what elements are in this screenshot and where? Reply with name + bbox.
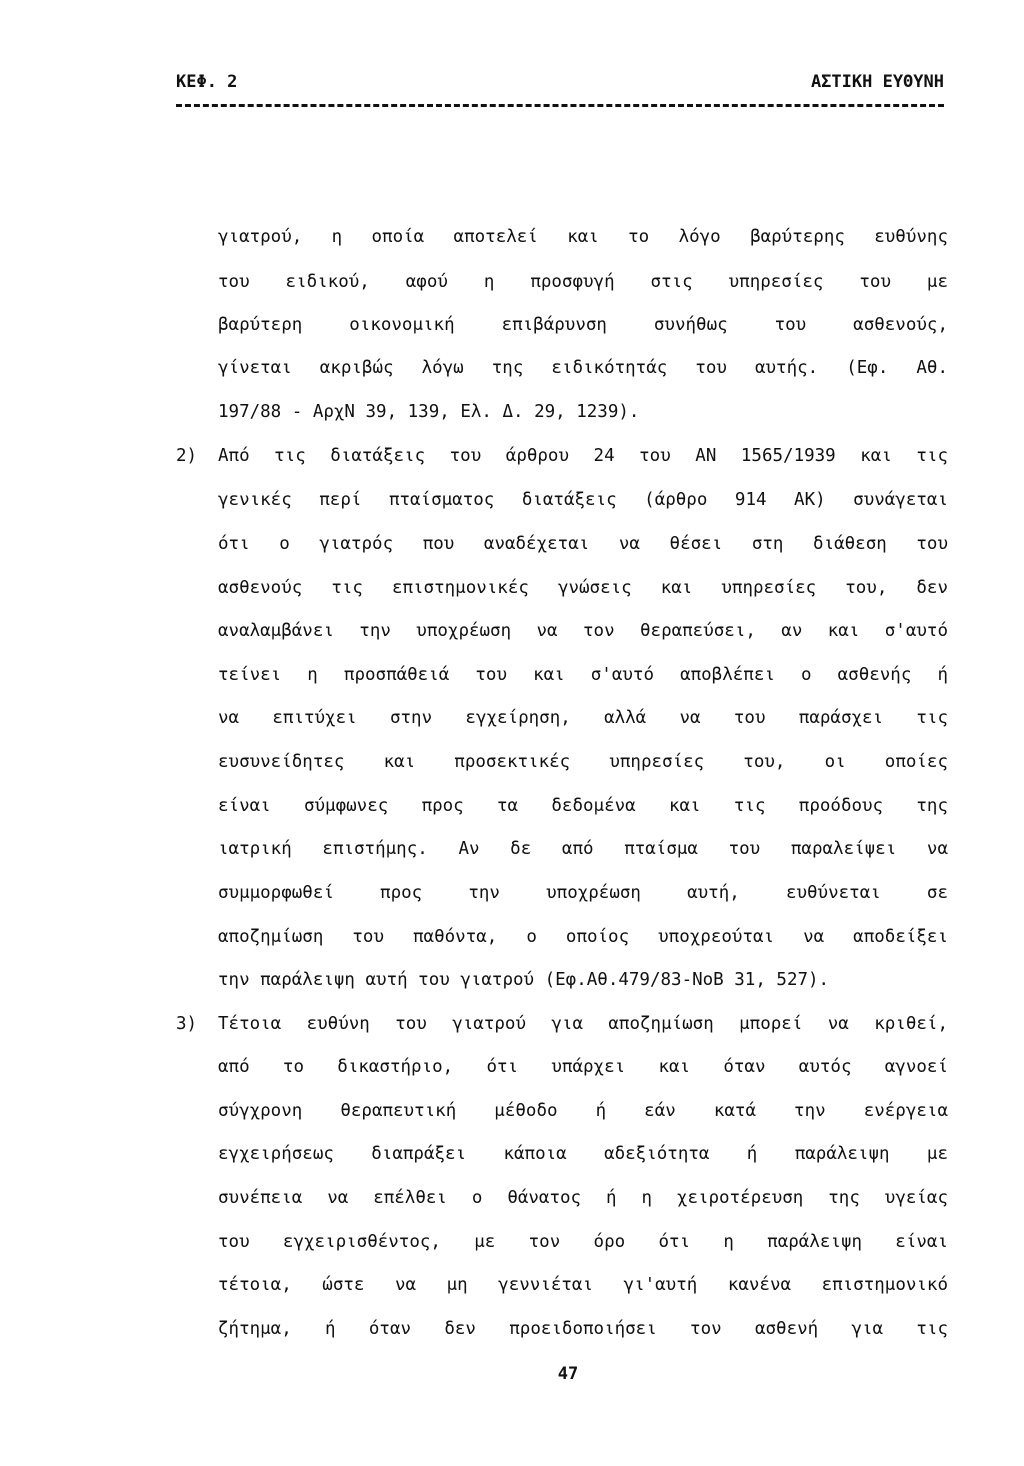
text-line: γιατρού, η οποία αποτελεί και το λόγο βαρύτερης ευθύνης: [218, 227, 948, 247]
text-line: ιατρική επιστήμης. Αν δε από πταίσμα του παραλείψει να: [218, 839, 948, 859]
text-line: βαρύτερη οικονομική επιβάρυνση συνήθως του ασθενούς,: [218, 315, 948, 335]
item-number: 2): [176, 446, 198, 466]
text-line: ασθενούς τις επιστημονικές γνώσεις και υπηρεσίες του, δεν: [218, 578, 948, 598]
text-line: γίνεται ακριβώς λόγω της ειδικότητάς του αυτής. (Εφ. Αθ.: [218, 358, 948, 378]
header-divider: [176, 104, 944, 107]
item-number: 3): [176, 1014, 198, 1034]
text-line: του εγχειρισθέντος, με τον όρο ότι η παράλειψη είναι: [218, 1232, 948, 1252]
chapter-title: ΑΣΤΙΚΗ ΕΥΘΥΝΗ: [810, 72, 944, 92]
chapter-label: ΚΕΦ. 2: [176, 72, 238, 92]
text-line: σύγχρονη θεραπευτική μέθοδο ή εάν κατά την ενέργεια: [218, 1101, 948, 1121]
text-line: από το δικαστήριο, ότι υπάρχει και όταν αυτός αγνοεί: [218, 1057, 948, 1077]
page-number: 47: [557, 1364, 579, 1384]
text-line: ζήτημα, ή όταν δεν προειδοποιήσει τον ασθενή για τις: [218, 1319, 948, 1339]
text-line: εγχειρήσεως διαπράξει κάποια αδεξιότητα ή παράλειψη με: [218, 1144, 948, 1164]
text-line: ευσυνείδητες και προσεκτικές υπηρεσίες του, οι οποίες: [218, 752, 948, 772]
text-line: τείνει η προσπάθειά του και σ'αυτό αποβλέπει ο ασθενής ή: [218, 665, 948, 685]
text-line: ότι ο γιατρός που αναδέχεται να θέσει στη διάθεση του: [218, 534, 948, 554]
text-line: συνέπεια να επέλθει ο θάνατος ή η χειροτέρευση της υγείας: [218, 1188, 948, 1208]
text-line: του ειδικού, αφού η προσφυγή στις υπηρεσίες του με: [218, 272, 948, 292]
text-line: αποζημίωση του παθόντα, ο οποίος υποχρεούται να αποδείξει: [218, 927, 948, 947]
text-line: γενικές περί πταίσματος διατάξεις (άρθρο 914 ΑΚ) συνάγεται: [218, 490, 948, 510]
text-line: Από τις διατάξεις του άρθρου 24 του ΑΝ 1565/1939 και τις: [218, 446, 948, 466]
text-line: αναλαμβάνει την υποχρέωση να τον θεραπεύσει, αν και σ'αυτό: [218, 621, 948, 641]
text-line: 197/88 - ΑρχΝ 39, 139, Ελ. Δ. 29, 1239).: [218, 402, 640, 422]
text-line: Τέτοια ευθύνη του γιατρού για αποζημίωση μπορεί να κριθεί,: [218, 1014, 948, 1034]
page-header: [176, 72, 944, 102]
text-line: τέτοια, ώστε να μη γεννιέται γι'αυτή κανένα επιστημονικό: [218, 1275, 948, 1295]
text-line: την παράλειψη αυτή του γιατρού (Εφ.Αθ.479/83-ΝοΒ 31, 527).: [218, 970, 830, 990]
text-line: να επιτύχει στην εγχείρηση, αλλά να του παράσχει τις: [218, 708, 948, 728]
text-line: συμμορφωθεί προς την υποχρέωση αυτή, ευθύνεται σε: [218, 883, 948, 903]
text-line: είναι σύμφωνες προς τα δεδομένα και τις προόδους της: [218, 796, 948, 816]
